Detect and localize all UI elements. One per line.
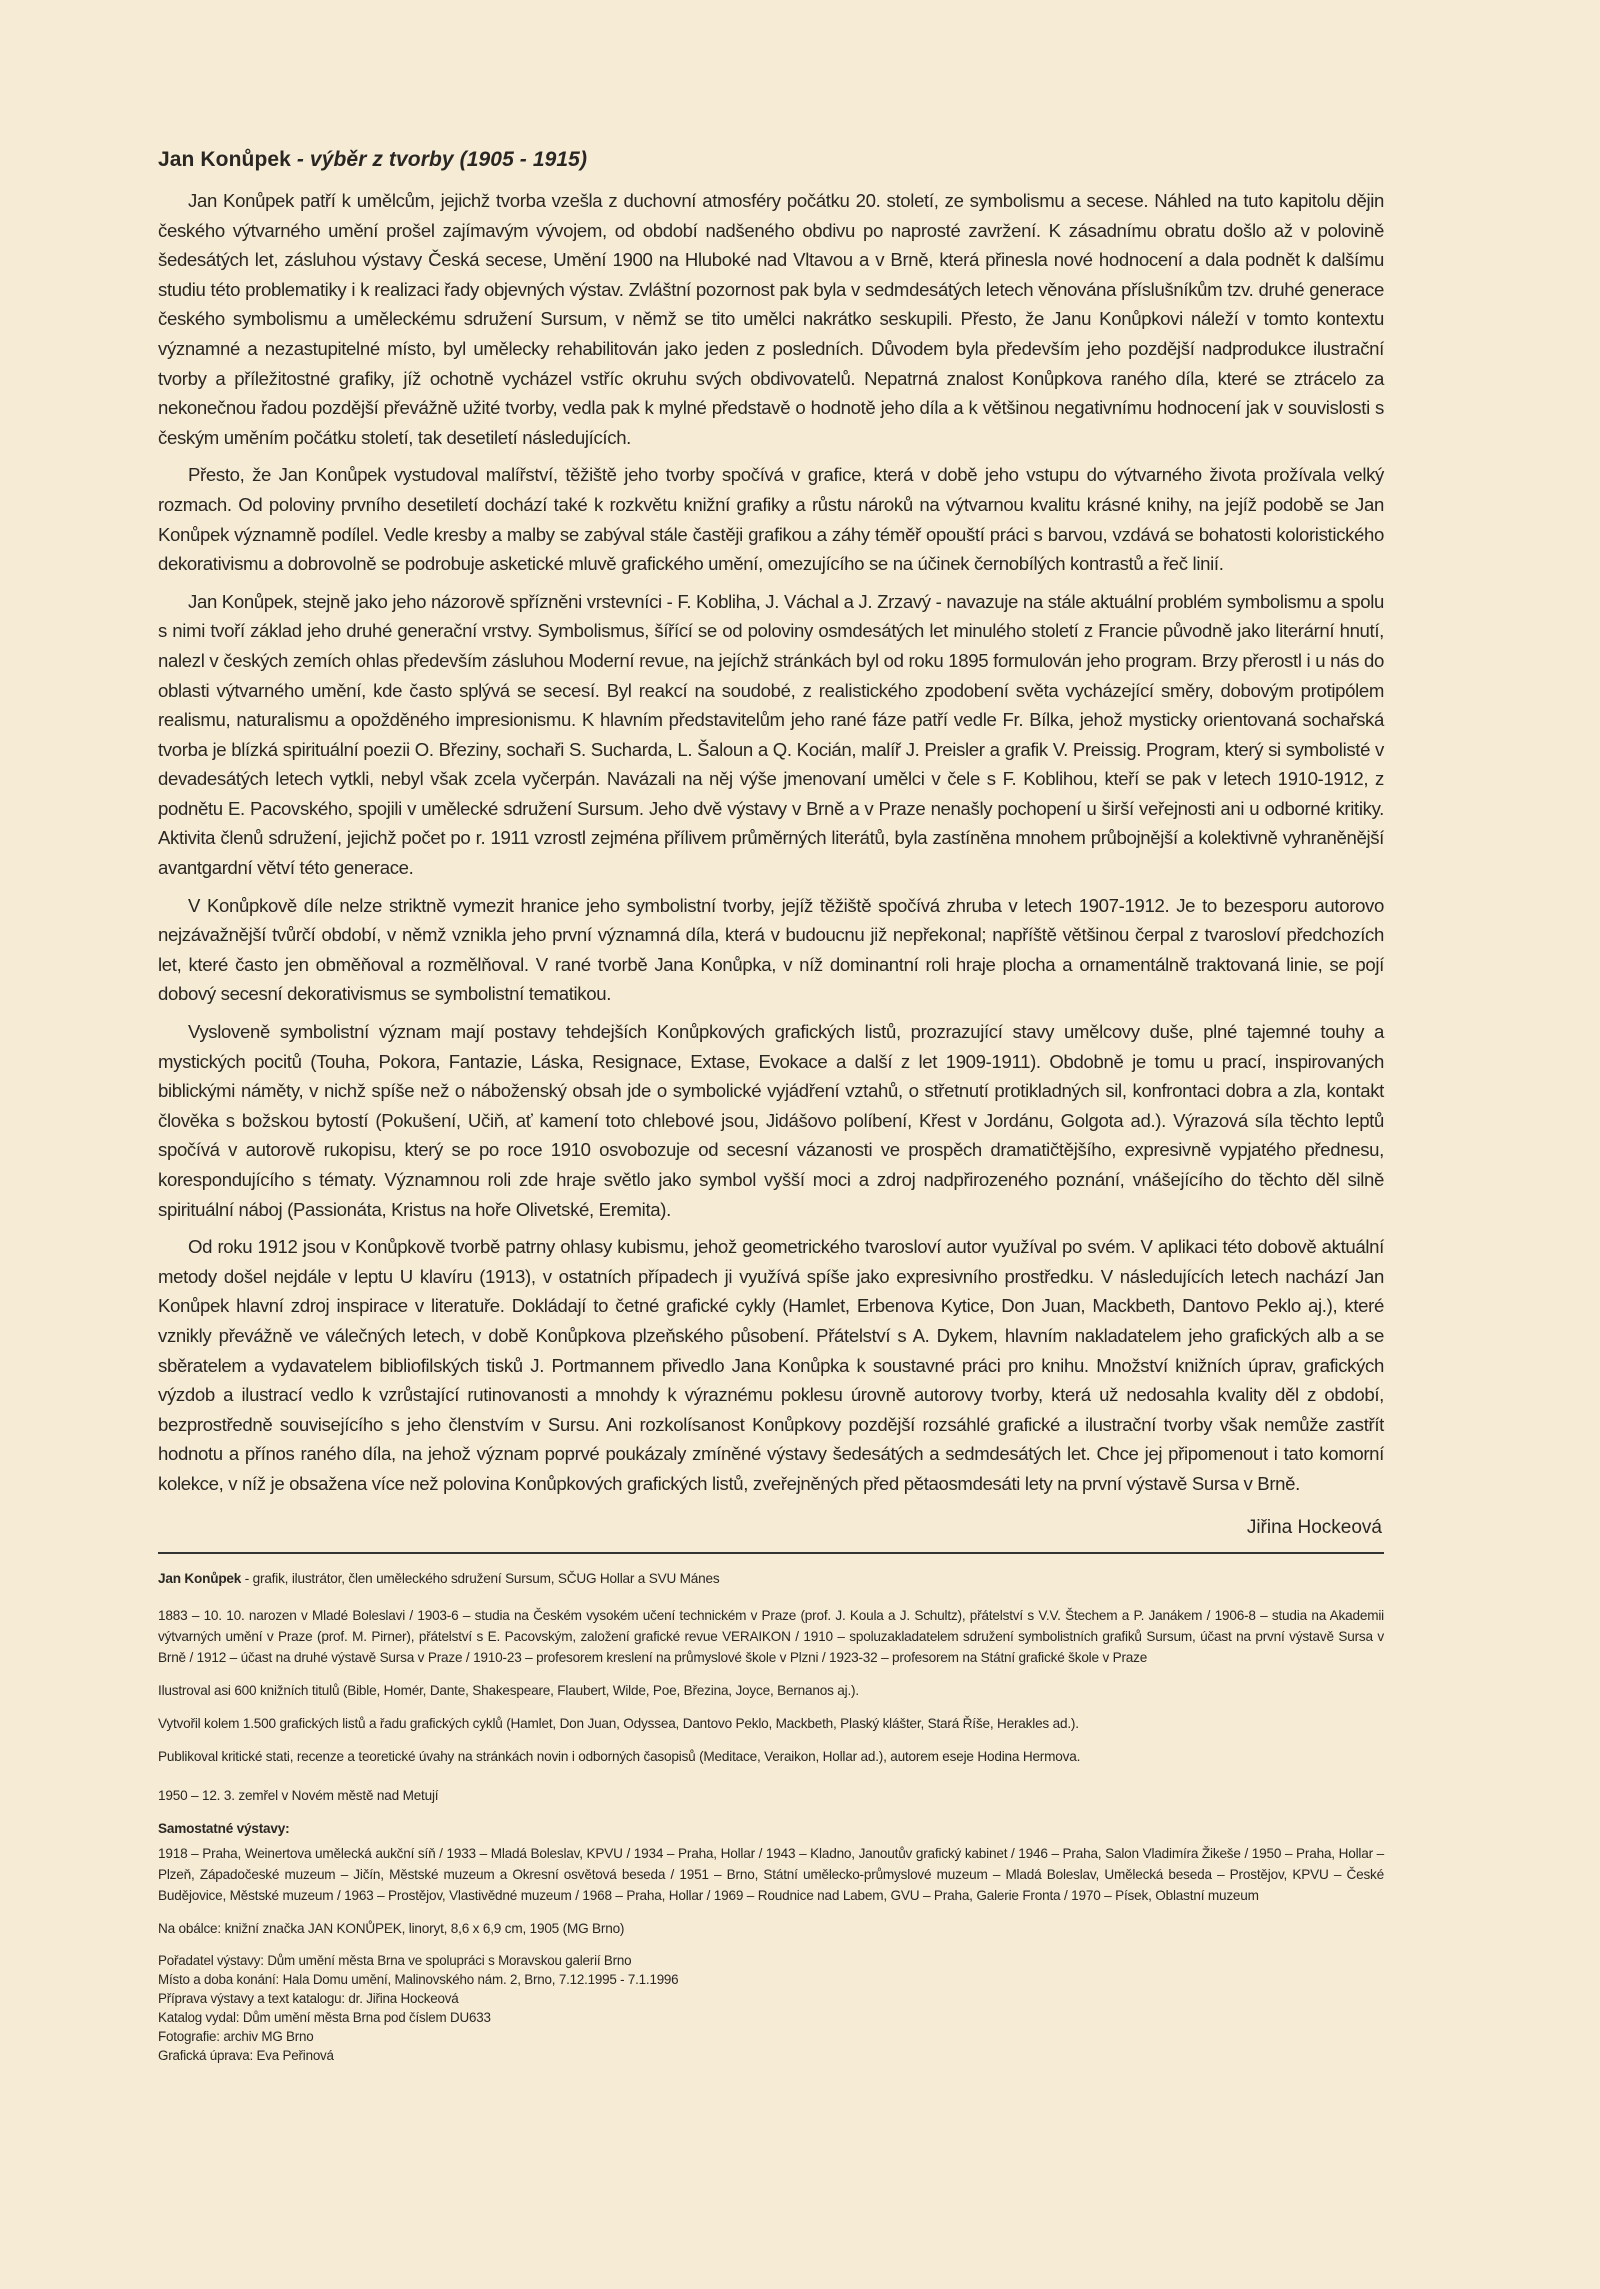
title-subtitle: - výběr z tvorby (1905 - 1915) bbox=[290, 148, 588, 171]
biography bbox=[158, 1568, 1384, 2065]
credits bbox=[158, 1951, 1384, 2065]
credit-line: Fotografie: archiv MG Brno bbox=[158, 2029, 314, 2044]
credit-line: Místo a doba konání: Hala Domu umění, Malinovského nám. 2, Brno, 7.12.1995 - 7.1.1996 bbox=[158, 1972, 679, 1987]
exhibitions-list: 1918 – Praha, Weinertova umělecká aukční síň / 1933 – Mladá Boleslav, KPVU / 1934 – Praha, Hollar / 1943 – Kladno, Janoutův grafický kabinet / 1946 – Praha, Salon Vladimíra Žikeše / 1950 – Praha, Hollar – Plzeň, Západočeské muzeum – Jičín, Městské muzeum a Okresní osvětová beseda / 1951 – Brno, Státní umělecko-průmyslové muzeum – Mladá Boleslav, Umělecká beseda – Prostějov, KPVU – České Budějovice, Městské muzeum / 1963 – Prostějov, Vlastivědné muzeum / 1968 – Praha, Hollar / 1969 – Roudnice nad Labem, GVU – Praha, Galerie Fronta / 1970 – Písek, Oblastní muzeum bbox=[158, 1846, 1384, 1903]
bio-writings: Publikoval kritické stati, recenze a teoretické úvahy na stránkách novin i odborných časopisů (Meditace, Veraikon, Hollar ad.), autorem eseje Hodina Hermova. bbox=[158, 1749, 1081, 1764]
credit-line: Katalog vydal: Dům umění města Brna pod číslem DU633 bbox=[158, 2010, 491, 2025]
bio-chronology: 1883 – 10. 10. narozen v Mladé Boleslavi / 1903-6 – studia na Českém vysokém učení technickém v Praze (prof. J. Koula a J. Schultz), přátelství s V.V. Štechem a P. Janákem / 1906-8 – studia na Akademii výtvarných umění v Praze (prof. M. Pirner), přátelství s E. Pacovským, založení grafické revue VERAIKON / 1910 – spoluzakladatelem sdružení symbolistních grafiků Sursum, účast na první výstavě Sursa v Brně / 1912 – účast na druhé výstavě Sursa v Praze / 1910-23 – profesorem kreslení na průmyslové škole v Plzni / 1923-32 – profesorem na Státní grafické škole v Praze bbox=[158, 1608, 1384, 1665]
paragraph-5: Vysloveně symbolistní význam mají postavy tehdejších Konůpkových grafických listů, prozrazující stavy umělcovy duše, plné tajemné touhy a mystických pocitů (Touha, Pokora, Fantazie, Láska, Resignace, Extase, Evokace a další z let 1909-1911). Obdobně je tomu u prací, inspirovaných biblickými náměty, v nichž spíše než o náboženský obsah jde o symbolické vyjádření vztahů, o střetnutí protikladných sil, konfrontaci dobra a zla, kontakt člověka s božskou bytostí (Pokušení, Učiň, ať kamení toto chlebové jsou, Jidášovo políbení, Křest v Jordánu, Golgota ad.). Výrazová síla těchto leptů spočívá v autorově rukopisu, který se po roce 1910 osvobozuje od secesní vázanosti ve prospěch dramatičtějšího, expresivně vypjatého přednesu, korespondujícího s tématy. Významnou roli zde hraje světlo jako symbol vyšší moci a zdroj nadpřirozeného poznání, vnášejícího do těchto děl silně spirituální náboj (Passionáta, Kristus na hoře Olivetské, Eremita). bbox=[158, 1021, 1384, 1220]
paragraph-2: Přesto, že Jan Konůpek vystudoval malířství, těžiště jeho tvorby spočívá v grafice, která v době jeho vstupu do výtvarného života prožívala velký rozmach. Od poloviny prvního desetiletí dochází také k rozkvětu knižní grafiky a růstu nároků na výtvarnou kvalitu krásné knihy, na jejíž podobě se Jan Konůpek významně podílel. Vedle kresby a malby se zabýval stále častěji grafikou a záhy téměř opouští práci s barvou, vzdává se bohatosti koloristického dekorativismu a dobrovolně se podrobuje asketické mluvě grafického umění, omezujícího se na účinek černobílých kontrastů a řeč linií. bbox=[158, 464, 1384, 575]
bio-name: Jan Konůpek bbox=[158, 1571, 242, 1586]
bio-summary bbox=[158, 1568, 1384, 1589]
title-name: Jan Konůpek bbox=[158, 148, 291, 171]
paragraph-6: Od roku 1912 jsou v Konůpkově tvorbě patrny ohlasy kubismu, jehož geometrického tvarosloví autor využíval po svém. V aplikaci této dobově aktuální metody došel nejdále v leptu U klavíru (1913), v ostatních případech ji využívá spíše jako expresivního prostředku. V následujících letech nachází Jan Konůpek hlavní zdroj inspirace v literatuře. Dokládají to četné grafické cykly (Hamlet, Erbenova Kytice, Don Juan, Mackbeth, Dantovo Peklo aj.), které vznikly převážně ve válečných letech, v době Konůpkova plzeňského působení. Přátelství s A. Dykem, hlavním nakladatelem jeho grafických alb a se sběratelem a vydavatelem bibliofilských tisků J. Portmannem přivedlo Jana Konůpka k soustavné práci pro knihu. Množství knižních úprav, grafických výzdob a ilustrací vedlo k vzrůstající rutinovanosti a mnohdy k výraznému poklesu úrovně autorovy tvorby, která už nedosahla kvality děl z období, bezprostředně souvisejícího s jeho členstvím v Sursu. Ani rozkolísanost Konůpkovy pozdější rozsáhlé grafické a ilustrační tvorby však nemůže zastřít hodnotu a přínos raného díla, na jehož význam poprvé poukázaly zmíněné výstavy šedesátých a sedmdesátých let. Chce jej připomenout i tato komorní kolekce, v níž je obsažena více než polovina Konůpkových grafických listů, zveřejněných před pětaosmdesáti lety na první výstavě Sursa v Brně. bbox=[158, 1236, 1384, 1494]
paragraph-1: Jan Konůpek patří k umělcům, jejichž tvorba vzešla z duchovní atmosféry počátku 20. století, ze symbolismu a secese. Náhled na tuto kapitolu dějin českého výtvarného umění prošel zajímavým vývojem, od období nadšeného obdivu po naprosté zavržení. K zásadnímu obratu došlo až v polovině šedesátých let, zásluhou výstavy Česká secese, Umění 1900 na Hluboké nad Vltavou a v Brně, která přinesla nové hodnocení a dala podnět k dalšímu studiu této problematiky i k realizaci řady objevných výstav. Zvláštní pozornost pak byla v sedmdesátých letech věnována příslušníkům tzv. druhé generace českého symbolismu a uměleckému sdružení Sursum, v němž se tito umělci nakrátko seskupili. Přesto, že Janu Konůpkovi náleží v tomto kontextu významné a nezastupitelné místo, byl umělecky rehabilitován jako jeden z posledních. Důvodem byla především jeho pozdější nadprodukce ilustrační tvorby a příležitostné grafiky, jíž ochotně vycházel vstříc okruhu svých obdivovatelů. Nepatrná znalost Konůpkova raného díla, které se ztrácelo za nekonečnou řadou pozdější převážně užité tvorby, vedla pak k mylné představě o hodnotě jeho díla a k většinou negativnímu hodnocení jak v souvislosti s českým uměním počátku století, tak desetiletí následujících. bbox=[158, 190, 1384, 448]
credit-line: Grafická úprava: Eva Peřinová bbox=[158, 2048, 334, 2063]
section-divider bbox=[158, 1552, 1384, 1554]
credit-line: Pořadatel výstavy: Dům umění města Brna ve spolupráci s Moravskou galerií Brno bbox=[158, 1953, 632, 1968]
bio-illustrations: Ilustroval asi 600 knižních titulů (Bible, Homér, Dante, Shakespeare, Flaubert, Wilde, Poe, Březina, Joyce, Bernanos aj.). bbox=[158, 1683, 859, 1698]
article bbox=[158, 148, 1384, 1539]
paragraph-3: Jan Konůpek, stejně jako jeho názorově spřízněni vrstevníci - F. Kobliha, J. Váchal a J. Zrzavý - navazuje na stále aktuální problém symbolismu a spolu s nimi tvoří základ jeho druhé generační vrstvy. Symbolismus, šířící se od poloviny osmdesátých let minulého století z Francie původně jako literární hnutí, nalezl v českých zemích ohlas především zásluhou Moderní revue, na jejíchž stránkách byl od roku 1895 formulován jeho program. Brzy přerostl i u nás do oblasti výtvarného umění, kde často splývá se secesí. Byl reakcí na soudobé, z realistického zpodobení světa vycházející směry, dobovým protipólem realismu, naturalismu a opožděného impresionismu. K hlavním představitelům jeho rané fáze patří vedle Fr. Bílka, jehož mysticky orientovaná sochařská tvorba je blízká spirituální poezii O. Březiny, sochaři S. Sucharda, L. Šaloun a Q. Kocián, malíř J. Preisler a grafik V. Preissig. Program, který si symbolisté v devadesátých letech vytkli, nebyl však zcela vyčerpán. Navázali na něj výše jmenovaní umělci v čele s F. Koblihou, kteří se pak v letech 1910-1912, z podnětu E. Pacovského, spojili v umělecké sdružení Sursum. Jeho dvě výstavy v Brně a v Praze nenašly pochopení u širší veřejnosti ani u odborné kritiky. Aktivita členů sdružení, jejichž počet po r. 1911 vzrostl zejména přílivem průměrných literátů, byla zastíněna mnohem průbojnější a kolektivně vyhraněnější avantgardní větví této generace. bbox=[158, 590, 1384, 879]
paragraph-4: V Konůpkově díle nelze striktně vymezit hranice jeho symbolistní tvorby, jejíž těžiště spočívá zhruba v letech 1907-1912. Je to bezesporu autorovo nejzávažnější tvůrčí období, v němž vznikla jeho první významná díla, která v budoucnu již nepřekonal; napříště většinou čerpal z tvarosloví předchozích let, které často jen obměňoval a rozmělňoval. V rané tvorbě Jana Konůpka, v níž dominantní roli hraje plocha a ornamentálně traktovaná linie, se pojí dobový secesní dekorativismus se symbolistní tematikou. bbox=[158, 894, 1384, 1005]
bio-prints: Vytvořil kolem 1.500 grafických listů a řadu grafických cyklů (Hamlet, Don Juan, Odyssea, Dantovo Peklo, Mackbeth, Plaský klášter, Stará Říše, Herakles ad.). bbox=[158, 1716, 1079, 1731]
bio-summary-text: - grafik, ilustrátor, člen uměleckého sdružení Sursum, SČUG Hollar a SVU Mánes bbox=[241, 1571, 720, 1586]
bio-death: 1950 – 12. 3. zemřel v Novém městě nad Metují bbox=[158, 1788, 439, 1803]
exhibitions-heading: Samostatné výstavy: bbox=[158, 1821, 290, 1836]
cover-note: Na obálce: knižní značka JAN KONŮPEK, linoryt, 8,6 x 6,9 cm, 1905 (MG Brno) bbox=[158, 1921, 625, 1936]
article-title bbox=[158, 148, 1384, 172]
credit-line: Příprava výstavy a text katalogu: dr. Jiřina Hockeová bbox=[158, 1991, 459, 2006]
author-signature: Jiřina Hockeová bbox=[1246, 1516, 1382, 1538]
